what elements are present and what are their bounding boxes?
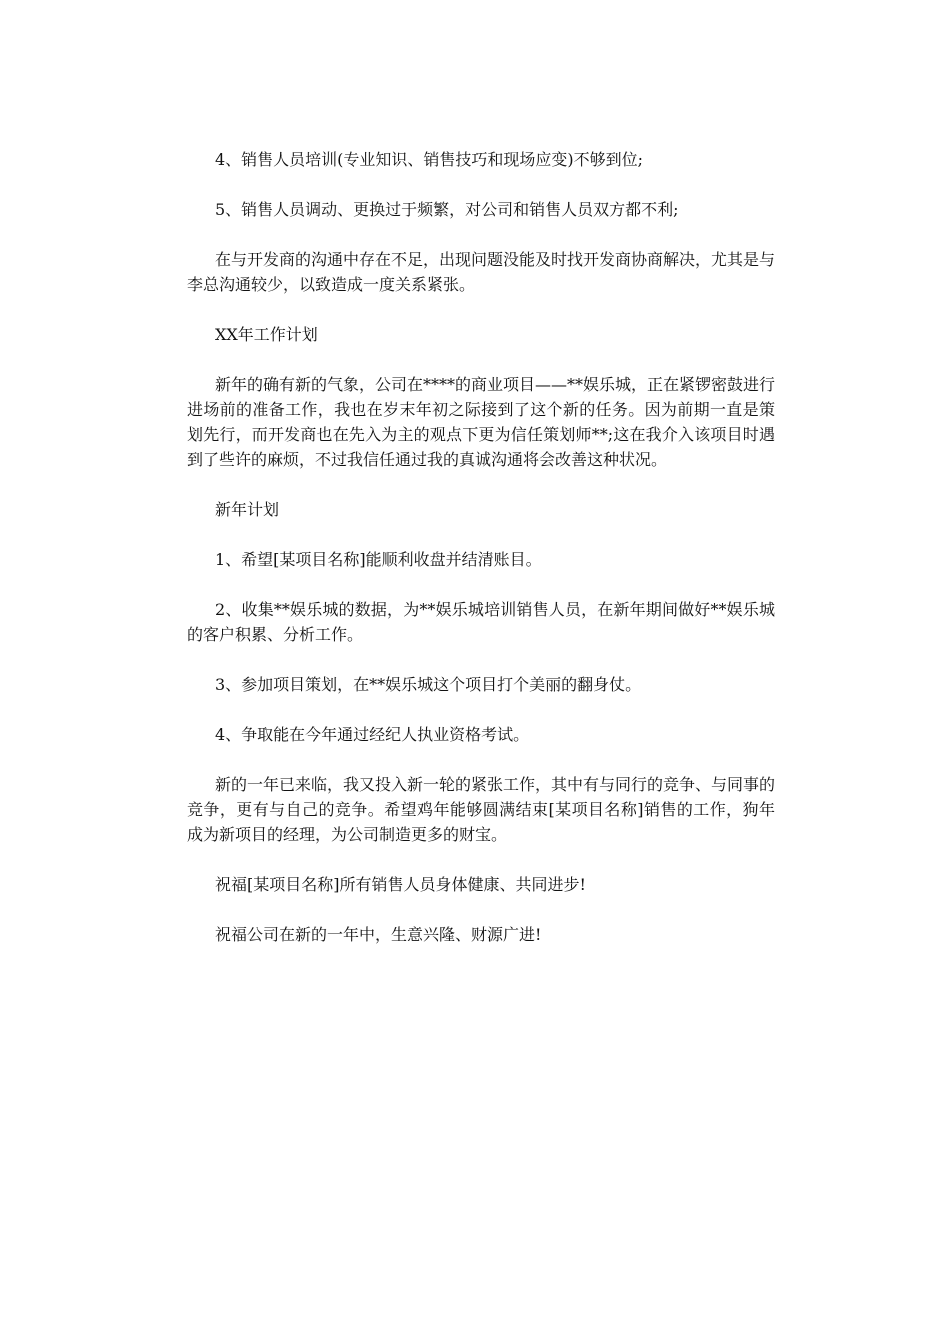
plan-item-2: 2、收集**娱乐城的数据，为**娱乐城培训销售人员，在新年期间做好**娱乐城的客户积累、分析工作。 xyxy=(187,600,775,644)
paragraph-training: 4、销售人员培训(专业知识、销售技巧和现场应变)不够到位; xyxy=(215,150,644,169)
document-body xyxy=(187,147,775,972)
paragraph-developer-communication: 在与开发商的沟通中存在不足，出现问题没能及时找开发商协商解决，尤其是与李总沟通较少，以致造成一度关系紧张。 xyxy=(187,250,776,294)
paragraph-new-year-outlook: 新的一年已来临，我又投入新一轮的紧张工作，其中有与同行的竞争、与同事的竞争，更有与自己的竞争。希望鸡年能够圆满结束[某项目名称]销售的工作，狗年成为新项目的经理，为公司制造更多的财宝。 xyxy=(187,775,776,844)
plan-item-3: 3、参加项目策划，在**娱乐城这个项目打个美丽的翻身仗。 xyxy=(215,675,642,694)
paragraph-blessing-sales: 祝福[某项目名称]所有销售人员身体健康、共同进步! xyxy=(215,875,586,894)
paragraph-blessing-company: 祝福公司在新的一年中，生意兴隆、财源广进! xyxy=(215,925,542,944)
paragraph-new-task: 新年的确有新的气象，公司在****的商业项目——**娱乐城，正在紧锣密鼓进行进场前的准备工作，我也在岁末年初之际接到了这个新的任务。因为前期一直是策划先行，而开发商也在先入为主的观点下更为信任策划师**;这在我介入该项目时遇到了些许的麻烦，不过我信任通过我的真诚沟通将会改善这种状况。 xyxy=(187,375,776,469)
section-heading-new-year-plan: 新年计划 xyxy=(215,500,280,519)
plan-item-1: 1、希望[某项目名称]能顺利收盘并结清账目。 xyxy=(215,550,542,569)
paragraph-staff-turnover: 5、销售人员调动、更换过于频繁，对公司和销售人员双方都不利; xyxy=(215,200,679,219)
plan-item-4: 4、争取能在今年通过经纪人执业资格考试。 xyxy=(215,725,530,744)
section-heading-work-plan: XX年工作计划 xyxy=(215,325,318,344)
